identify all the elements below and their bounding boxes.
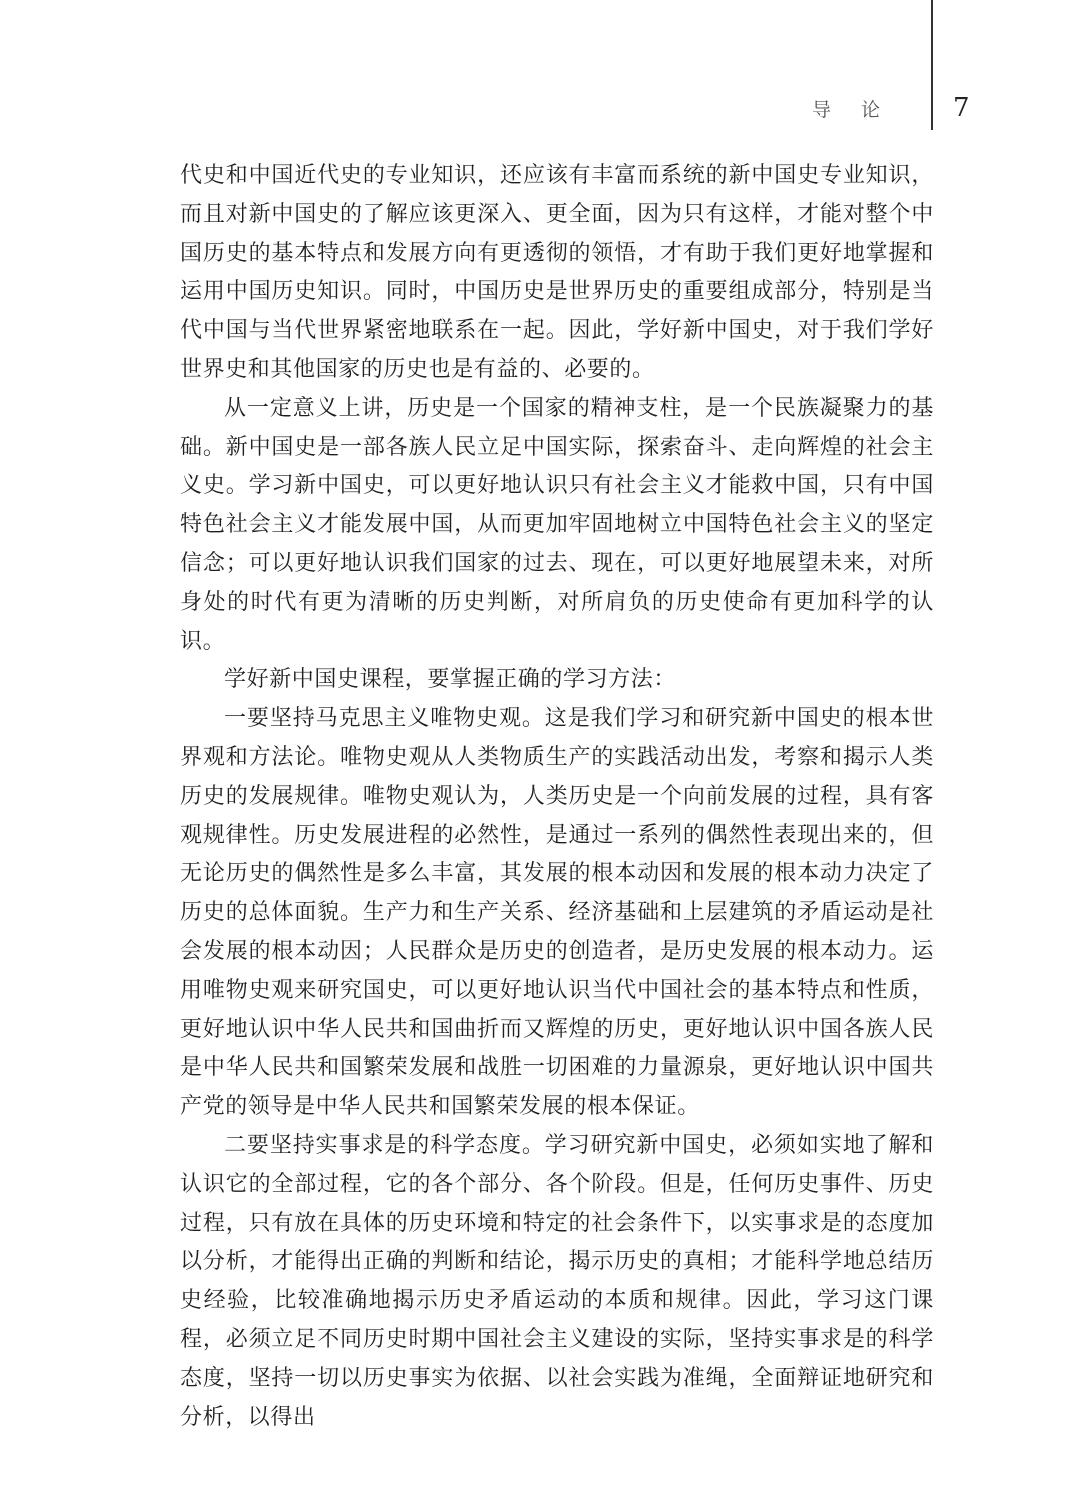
page-number: 7: [953, 93, 970, 123]
paragraph-continued: 代史和中国近代史的专业知识，还应该有丰富而系统的新中国史专业知识，而且对新中国史的了解应该更深入、更全面，因为只有这样，才能对整个中国历史的基本特点和发展方向有更透彻的领悟，才有助于我们更好地掌握和运用中国历史知识。同时，中国历史是世界历史的重要组成部分，特别是当代中国与当代世界紧密地联系在一起。因此，学好新中国史，对于我们学好世界史和其他国家的历史也是有益的、必要的。: [180, 163, 934, 382]
paragraph: 一要坚持马克思主义唯物史观。这是我们学习和研究新中国史的根本世界观和方法论。唯物史观从人类物质生产的实践活动出发，考察和揭示人类历史的发展规律。唯物史观认为，人类历史是一个向前发展的过程，具有客观规律性。历史发展进程的必然性，是通过一系列的偶然性表现出来的，但无论历史的偶然性是多么丰富，其发展的根本动因和发展的根本动力决定了历史的总体面貌。生产力和生产关系、经济基础和上层建筑的矛盾运动是社会发展的根本动因；人民群众是历史的创造者，是历史发展的根本动力。运用唯物史观来研究国史，可以更好地认识当代中国社会的基本特点和性质，更好地认识中华人民共和国曲折而又辉煌的历史，更好地认识中国各族人民是中华人民共和国繁荣发展和战胜一切困难的力量源泉，更好地认识中国共产党的领导是中华人民共和国繁荣发展的根本保证。: [180, 706, 934, 1120]
body-text: [180, 157, 934, 1437]
paragraph: 二要坚持实事求是的科学态度。学习研究新中国史，必须如实地了解和认识它的全部过程，它的各个部分、各个阶段。但是，任何历史事件、历史过程，只有放在具体的历史环境和特定的社会条件下，以实事求是的态度加以分析，才能得出正确的判断和结论，揭示历史的真相；才能科学地总结历史经验，比较准确地揭示历史矛盾运动的本质和规律。因此，学习这门课程，必须立足不同历史时期中国社会主义建设的实际，坚持实事求是的科学态度，坚持一切以历史事实为依据、以社会实践为准绳，全面辩证地研究和分析，以得出: [180, 1132, 934, 1430]
paragraph: 从一定意义上讲，历史是一个国家的精神支柱，是一个民族凝聚力的基础。新中国史是一部各族人民立足中国实际，探索奋斗、走向辉煌的社会主义史。学习新中国史，可以更好地认识只有社会主义才能救中国，只有中国特色社会主义才能发展中国，从而更加牢固地树立中国特色社会主义的坚定信念；可以更好地认识我们国家的过去、现在，可以更好地展望未来，对所身处的时代有更为清晰的历史判断，对所肩负的历史使命有更加科学的认识。: [180, 395, 934, 654]
running-head: 导论: [811, 99, 910, 121]
header-vertical-rule: [931, 0, 933, 130]
paragraph: 学好新中国史课程，要掌握正确的学习方法：: [224, 667, 677, 693]
